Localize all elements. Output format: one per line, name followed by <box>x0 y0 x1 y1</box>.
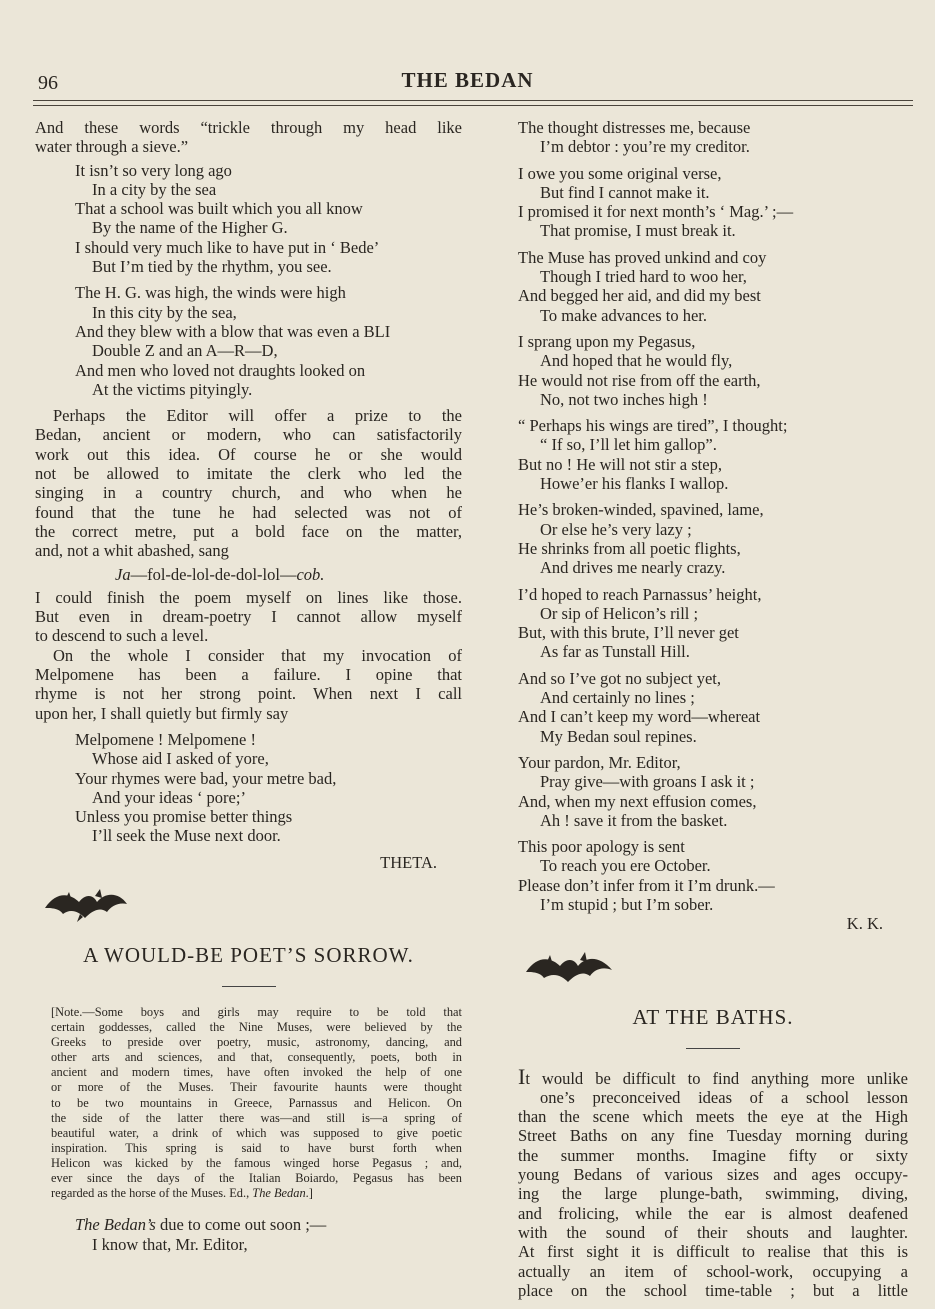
verse-stanza <box>35 283 462 399</box>
left-column <box>35 118 462 1254</box>
verse-line: And hoped that he would fly, <box>540 351 733 371</box>
verse-line: But I’m tied by the rhythm, you see. <box>92 257 332 277</box>
verse-line: I’d hoped to reach Parnassus’ height, <box>518 584 762 604</box>
verse-line: Or sip of Helicon’s rill ; <box>540 603 699 623</box>
author-signature: THETA. <box>380 852 437 872</box>
verse-line: But find I cannot make it. <box>540 182 710 202</box>
verse-line: In a city by the sea <box>92 179 217 199</box>
text-line: ing the large plunge-bath, swimming, diving, <box>518 1184 908 1204</box>
verse-stanza <box>518 416 908 493</box>
text-line: water through a sieve.” <box>35 137 189 157</box>
sung-line <box>35 565 462 584</box>
note-line: or more of the Muses. Their favourite haunts were thought <box>51 1080 462 1095</box>
verse-stanza <box>35 730 462 846</box>
verse-line: Your rhymes were bad, your metre bad, <box>75 768 337 788</box>
text-line: one’s preconceived ideas of a school lesson <box>540 1087 908 1107</box>
verse-line: But, with this brute, I’ll never get <box>518 623 739 643</box>
verse-stanza <box>518 248 908 325</box>
divider <box>222 986 276 987</box>
verse-line: No, not two inches high ! <box>540 389 708 409</box>
text-line: Perhaps the Editor will offer a prize to the <box>53 406 462 426</box>
verse-stanza <box>518 837 908 914</box>
editor-note <box>35 1005 462 1201</box>
note-line: Helicon was kicked by the famous winged horse Pegasus ; and, <box>51 1155 462 1170</box>
verse-line: And your ideas ‘ pore;’ <box>92 787 246 807</box>
ornament-icon <box>35 884 135 924</box>
verse-line: I promised it for next month’s ‘ Mag.’ ;— <box>518 202 794 222</box>
verse-line: Double Z and an A—R—D, <box>92 341 278 361</box>
text-line: than the scene which meets the eye at the High <box>518 1107 908 1127</box>
note-line: ever since the days of the Italian Boiardo, Pegasus has been <box>51 1171 462 1186</box>
verse-line: The Muse has proved unkind and coy <box>518 247 767 267</box>
verse-line: I owe you some original verse, <box>518 163 722 183</box>
note-text: The Bedan <box>252 1186 306 1201</box>
text-span: t would be difficult to find anything more unlike <box>525 1068 908 1088</box>
verse-line: My Bedan soul repines. <box>540 726 697 746</box>
note-line: the side of the latter there was—and still is—a spring of <box>51 1110 462 1125</box>
verse-line: I’m debtor : you’re my creditor. <box>540 137 750 157</box>
note-line: inspiration. This spring is said to have burst forth when <box>51 1140 462 1155</box>
text-line: And these words “trickle through my head like <box>35 118 462 137</box>
verse-line: Please don’t infer from it I’m drunk.— <box>518 875 775 895</box>
verse-line: He would not rise from off the earth, <box>518 370 761 390</box>
note-line: Greeks to preside over poetry, music, astronomy, dancing, and <box>51 1035 462 1050</box>
verse-line: I know that, Mr. Editor, <box>92 1234 248 1254</box>
prose-paragraph <box>35 406 462 560</box>
verse-line: It isn’t so very long ago <box>75 160 232 180</box>
verse-line <box>35 1215 462 1234</box>
verse-line: And, when my next effusion comes, <box>518 791 757 811</box>
verse-line: I’ll seek the Muse next door. <box>92 826 281 846</box>
page-number: 96 <box>38 72 58 94</box>
text-line <box>518 1063 908 1089</box>
verse-line: Your pardon, Mr. Editor, <box>518 752 681 772</box>
sung-word: cob. <box>296 564 325 584</box>
verse-line: I should very much like to have put in ‘ Bede’ <box>75 237 380 257</box>
article-heading: AT THE BATHS. <box>632 1004 794 1029</box>
sung-word: Ja <box>115 564 131 584</box>
text-line: On the whole I consider that my invocation of <box>53 645 462 665</box>
verse-line: “ Perhaps his wings are tired”, I thought; <box>518 416 788 436</box>
note-line: certain goddesses, called the Nine Muses, were believed by the <box>51 1020 462 1035</box>
note-line: beautiful water, a drink of which was supposed to give poetic <box>51 1125 462 1140</box>
text-line: the summer months. Imagine fifty or sixty <box>518 1145 908 1165</box>
verse-line: And I can’t keep my word—whereat <box>518 707 761 727</box>
verse-line: Though I tried hard to woo her, <box>540 267 747 287</box>
text-line: found that the tune he had selected was not of <box>35 502 462 522</box>
note-line: to be two mountains in Greece, Parnassus and Helicon. On <box>51 1095 462 1110</box>
verse-line: Pray give—with groans I ask it ; <box>540 772 755 792</box>
note-line <box>51 1186 462 1201</box>
magazine-title: THE BEDAN <box>401 68 534 92</box>
verse-line: This poor apology is sent <box>518 837 685 857</box>
verse-stanza <box>518 669 908 746</box>
verse-line: By the name of the Higher G. <box>92 218 288 238</box>
text-line: the correct metre, put a bold face on the matter, <box>35 521 462 541</box>
text-line: not be allowed to imitate the clerk who led the <box>35 464 462 484</box>
verse-line: And begged her aid, and did my best <box>518 286 761 306</box>
verse-line: As far as Tunstall Hill. <box>540 642 690 662</box>
verse-line: That promise, I must break it. <box>540 221 736 241</box>
sung-word: —fol-de-lol-de-dol-lol— <box>130 564 297 584</box>
verse-word: The Bedan’s <box>75 1215 156 1235</box>
verse-line: Melpomene ! Melpomene ! <box>75 729 256 749</box>
note-line: [Note.—Some boys and girls may require to be told that <box>51 1004 462 1019</box>
header-rule <box>33 100 913 101</box>
note-text: .] <box>305 1186 313 1201</box>
verse-line: At the victims pityingly. <box>92 379 253 399</box>
verse-line: And so I’ve got no subject yet, <box>518 668 722 688</box>
intro-text <box>35 118 462 157</box>
verse-line: “ If so, I’ll let him gallop”. <box>540 435 717 455</box>
verse-line: And men who loved not draughts looked on <box>75 360 366 380</box>
verse-line: That a school was built which you all know <box>75 199 363 219</box>
verse-stanza <box>35 161 462 277</box>
note-text: regarded as the horse of the Muses. Ed., <box>51 1186 253 1201</box>
text-line: Melpomene has been a failure. I opine that <box>35 665 462 685</box>
text-line: Street Baths on any fine Tuesday morning during <box>518 1126 908 1146</box>
author-signature: K. K. <box>846 914 883 934</box>
verse-stanza <box>518 500 908 577</box>
drop-cap: I <box>518 1063 526 1089</box>
verse-line: To make advances to her. <box>540 305 707 325</box>
ornament-icon <box>518 946 618 986</box>
verse-line: I’m stupid ; but I’m sober. <box>540 894 714 914</box>
text-line: I could finish the poem myself on lines like those. <box>35 587 462 607</box>
text-line: singing in a country church, and who when he <box>35 483 462 503</box>
right-column <box>518 118 908 1300</box>
verse-line: And certainly no lines ; <box>540 688 695 708</box>
text-line: But even in dream-poetry I cannot allow myself <box>35 607 462 627</box>
text-line: to descend to such a level. <box>35 626 209 646</box>
verse-stanza <box>35 1215 462 1254</box>
text-line: Bedan, ancient or modern, who can satisfactorily <box>35 425 462 445</box>
verse-line: But no ! He will not stir a step, <box>518 454 722 474</box>
header-rule <box>33 105 913 106</box>
verse-stanza <box>518 585 908 662</box>
divider <box>686 1048 740 1049</box>
verse-line: And drives me nearly crazy. <box>540 558 726 578</box>
verse-line: Whose aid I asked of yore, <box>92 749 269 769</box>
note-line: other arts and sciences, and that, consequently, poets, both in <box>51 1050 462 1065</box>
verse-line: In this city by the sea, <box>92 302 237 322</box>
text-line: and, not a whit abashed, sang <box>35 541 229 561</box>
text-line: At first sight it is difficult to realise that this is <box>518 1242 908 1262</box>
verse-line: He shrinks from all poetic flights, <box>518 538 741 558</box>
text-line: and frolicing, while the ear is almost deafened <box>518 1203 908 1223</box>
verse-line: To reach you ere October. <box>540 856 711 876</box>
verse-stanza <box>518 164 908 241</box>
verse-line: Ah ! save it from the basket. <box>540 810 728 830</box>
text-line: upon her, I shall quietly but firmly say <box>35 703 289 723</box>
text-line: actually an item of school-work, occupying a <box>518 1261 908 1281</box>
verse-line: Or else he’s very lazy ; <box>540 519 692 539</box>
verse-line: And they blew with a blow that was even a BLI <box>75 321 391 341</box>
verse-line: I sprang upon my Pegasus, <box>518 331 696 351</box>
verse-stanza <box>518 332 908 409</box>
verse-line: He’s broken-winded, spavined, lame, <box>518 500 764 520</box>
text-line: rhyme is not her strong point. When next I call <box>35 684 462 704</box>
text-line: young Bedans of various sizes and ages occupy- <box>518 1165 908 1185</box>
prose-paragraph <box>35 588 462 646</box>
text-line: place on the school time-table ; but a little <box>518 1280 908 1300</box>
prose-paragraph <box>35 646 462 723</box>
verse-stanza <box>518 753 908 830</box>
article-heading: A WOULD-BE POET’S SORROW. <box>83 942 414 967</box>
prose-paragraph <box>518 1063 908 1301</box>
text-line: with the sound of their shouts and laughter. <box>518 1222 908 1242</box>
verse-line: Unless you promise better things <box>75 807 293 827</box>
text-line: work out this idea. Of course he or she would <box>35 444 462 464</box>
verse-stanza <box>518 118 908 157</box>
note-line: ancient and modern times, have often invoked the help of one <box>51 1065 462 1080</box>
verse-line: The thought distresses me, because <box>518 118 751 137</box>
verse-word: due to come out soon ;— <box>155 1215 327 1235</box>
verse-line: The H. G. was high, the winds were high <box>75 283 346 303</box>
verse-line: Howe’er his flanks I wallop. <box>540 474 729 494</box>
